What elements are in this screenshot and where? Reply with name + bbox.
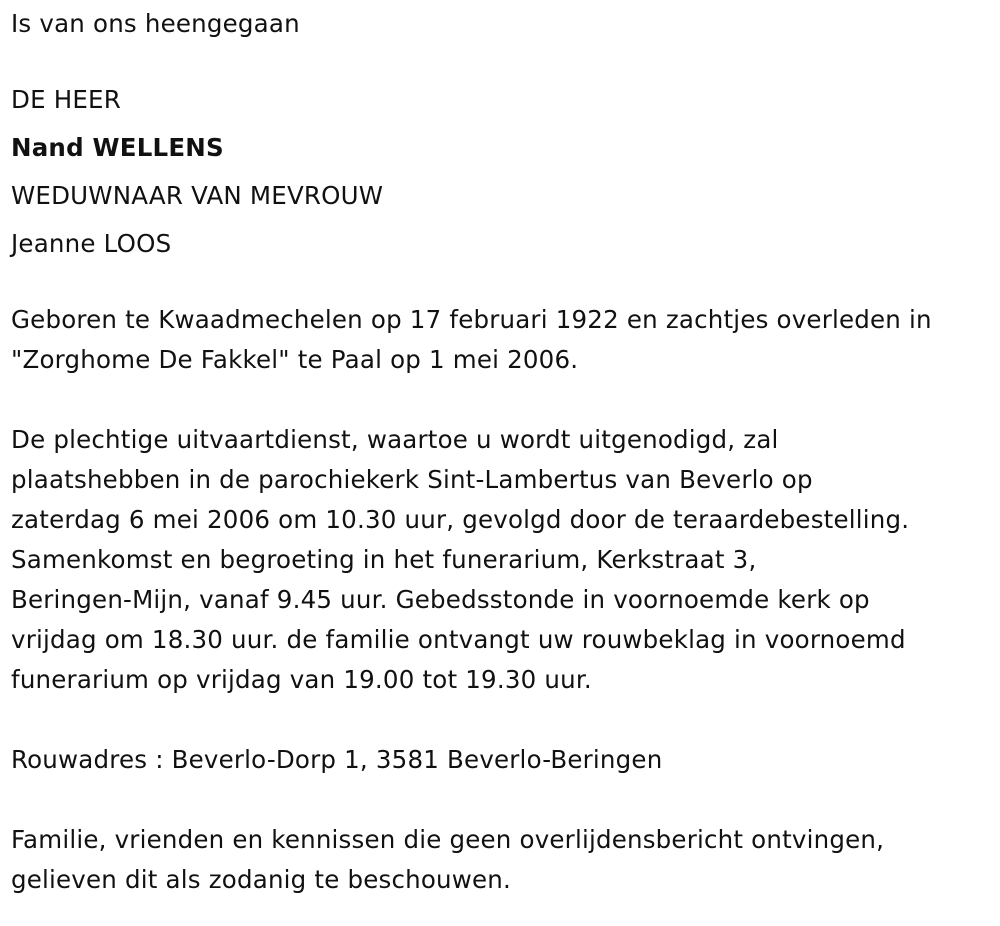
spacer xyxy=(11,380,991,420)
spacer xyxy=(11,268,991,300)
spouse-name: Jeanne LOOS xyxy=(11,229,172,258)
paragraph-line: Beringen-Mijn, vanaf 9.45 uur. Gebedsstonde in voornoemde kerk op xyxy=(11,585,870,614)
birth-death-paragraph xyxy=(11,300,991,380)
paragraph-line: De plechtige uitvaartdienst, waartoe u wordt uitgenodigd, zal xyxy=(11,425,779,454)
paragraph-line: vrijdag om 18.30 uur. de familie ontvangt uw rouwbeklag in voornoemd xyxy=(11,625,906,654)
paragraph-line: Geboren te Kwaadmechelen op 17 februari 1922 en zachtjes overleden in xyxy=(11,305,932,334)
death-notice xyxy=(11,4,991,900)
paragraph-line: plaatshebben in de parochiekerk Sint-Lambertus van Beverlo op xyxy=(11,465,813,494)
service-paragraph xyxy=(11,420,991,700)
paragraph-line: gelieven dit als zodanig te beschouwen. xyxy=(11,865,512,894)
address-line: Rouwadres : Beverlo-Dorp 1, 3581 Beverlo-Beringen xyxy=(11,745,663,774)
spacer xyxy=(11,780,991,820)
paragraph-line: Familie, vrienden en kennissen die geen overlijdensbericht ontvingen, xyxy=(11,825,885,854)
status-line: WEDUWNAAR VAN MEVROUW xyxy=(11,181,384,210)
paragraph-line: funerarium op vrijdag van 19.00 tot 19.30 uur. xyxy=(11,665,592,694)
title-line: DE HEER xyxy=(11,85,121,114)
closing-paragraph xyxy=(11,820,991,900)
paragraph-line: Samenkomst en begroeting in het funerarium, Kerkstraat 3, xyxy=(11,545,757,574)
paragraph-line: "Zorghome De Fakkel" te Paal op 1 mei 2006. xyxy=(11,345,579,374)
paragraph-line: zaterdag 6 mei 2006 om 10.30 uur, gevolgd door de teraardebestelling. xyxy=(11,505,910,534)
spacer xyxy=(11,700,991,740)
deceased-name: Nand WELLENS xyxy=(11,133,224,162)
spacer xyxy=(11,44,991,76)
intro-line: Is van ons heengegaan xyxy=(11,9,300,38)
